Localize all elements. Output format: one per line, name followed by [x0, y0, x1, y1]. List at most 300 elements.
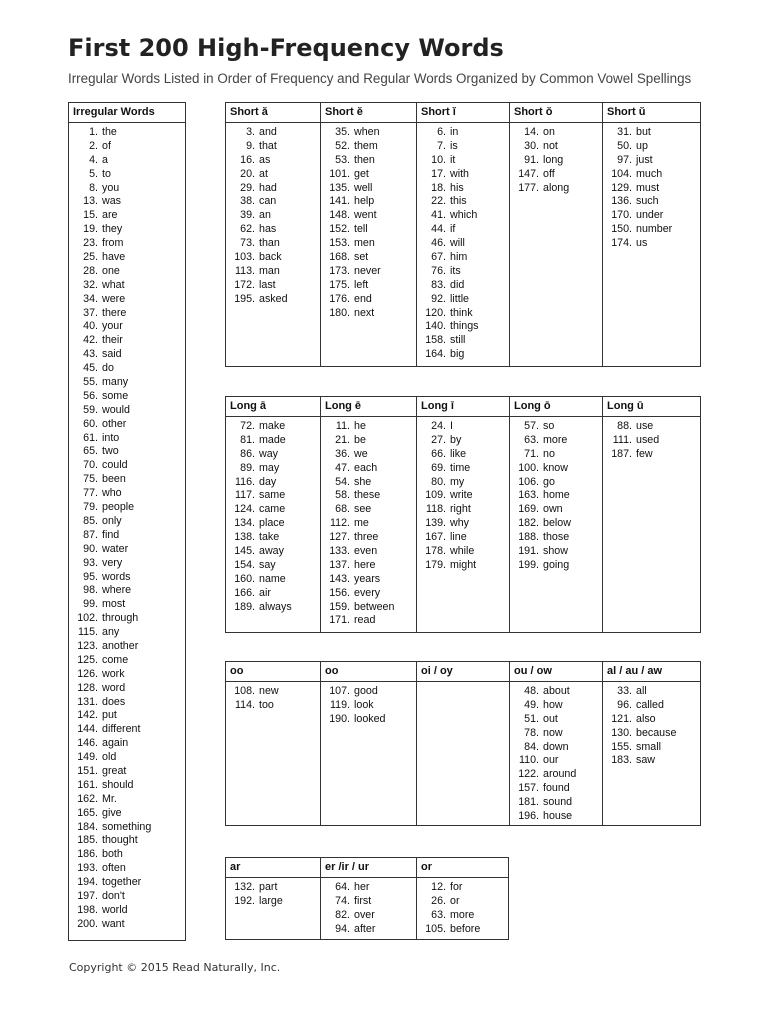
word-entry — [510, 754, 602, 768]
vowel-column-header: ar — [226, 858, 320, 878]
irregular-words-header: Irregular Words — [69, 103, 185, 123]
word-text: read — [354, 614, 376, 627]
word-text: went — [354, 209, 377, 222]
word-rank: 109. — [425, 489, 446, 502]
word-text: there — [102, 306, 127, 319]
word-text: may — [259, 461, 280, 474]
word-entry — [69, 765, 185, 779]
word-rank: 192. — [234, 894, 255, 907]
word-text: large — [259, 894, 283, 907]
word-entry — [510, 420, 602, 434]
word-rank: 149. — [77, 751, 98, 764]
word-entry — [417, 126, 509, 140]
word-text: way — [259, 447, 279, 460]
word-text: us — [636, 237, 648, 250]
word-rank: 18. — [431, 181, 446, 194]
word-text: to — [102, 167, 111, 180]
word-text: set — [354, 251, 369, 264]
word-rank: 43. — [83, 348, 98, 361]
word-rank: 65. — [83, 445, 98, 458]
vowel-column — [602, 103, 700, 366]
word-entry — [69, 626, 185, 640]
word-entry — [603, 182, 700, 196]
word-text: about — [543, 685, 570, 697]
word-rank: 96. — [617, 698, 632, 711]
word-rank: 20. — [240, 167, 255, 180]
word-text: world — [102, 903, 128, 916]
word-entry — [417, 448, 509, 462]
word-entry — [321, 601, 416, 615]
word-rank: 6. — [437, 126, 446, 138]
word-entry — [226, 182, 320, 196]
word-rank: 153. — [329, 237, 350, 250]
word-entry — [226, 209, 320, 223]
word-text: make — [259, 420, 286, 432]
word-text: too — [259, 698, 274, 711]
word-rank: 114. — [234, 698, 255, 711]
word-text: on — [543, 126, 555, 138]
word-entry — [321, 182, 416, 196]
word-rank: 9. — [246, 139, 255, 152]
word-rank: 56. — [83, 389, 98, 402]
word-rank: 36. — [335, 447, 350, 460]
word-entry — [417, 334, 509, 348]
word-rank: 84. — [524, 740, 539, 753]
word-entry — [417, 279, 509, 293]
word-text: great — [102, 764, 127, 777]
short-vowels-table — [225, 102, 701, 367]
word-text: along — [543, 181, 570, 194]
word-text: his — [450, 181, 464, 194]
word-text: as — [259, 153, 271, 166]
word-rank: 181. — [518, 796, 539, 809]
word-text: her — [354, 881, 370, 893]
word-rank: 175. — [329, 278, 350, 291]
word-rank: 172. — [234, 278, 255, 291]
word-rank: 184. — [77, 820, 98, 833]
word-rank: 188. — [518, 531, 539, 544]
word-text: these — [354, 489, 381, 502]
word-rank: 31. — [617, 126, 632, 138]
word-text: why — [450, 517, 470, 530]
word-entry — [417, 209, 509, 223]
word-rank: 182. — [518, 517, 539, 530]
word-entry — [226, 237, 320, 251]
word-entry — [510, 476, 602, 490]
word-text: be — [354, 433, 366, 446]
word-text: last — [259, 278, 276, 291]
word-rank: 30. — [524, 139, 539, 152]
word-text: its — [450, 264, 461, 277]
word-text: more — [450, 908, 475, 921]
word-rank: 93. — [83, 556, 98, 569]
word-entry — [69, 807, 185, 821]
word-text: do — [102, 362, 114, 375]
word-text: going — [543, 558, 570, 571]
word-text: is — [450, 139, 458, 152]
vowel-column — [509, 397, 602, 632]
word-entry — [321, 237, 416, 251]
word-rank: 3. — [246, 126, 255, 138]
word-text: how — [543, 698, 563, 711]
word-entry — [69, 696, 185, 710]
word-entry — [69, 195, 185, 209]
word-rank: 143. — [329, 572, 350, 585]
vowel-column-header: er /ir / ur — [321, 858, 416, 878]
word-text: in — [450, 126, 459, 138]
word-rank: 150. — [611, 223, 632, 236]
word-entry — [226, 251, 320, 265]
word-text: three — [354, 531, 379, 544]
vowel-column — [416, 397, 509, 632]
word-entry — [417, 195, 509, 209]
word-text: has — [259, 223, 277, 236]
vowel-word-list — [226, 417, 320, 614]
word-entry — [226, 168, 320, 182]
word-entry — [321, 154, 416, 168]
word-text: help — [354, 195, 375, 208]
word-text: off — [543, 167, 555, 180]
word-entry — [321, 517, 416, 531]
word-rank: 48. — [524, 685, 539, 697]
word-text: between — [354, 600, 395, 613]
word-entry — [510, 126, 602, 140]
word-text: same — [259, 489, 286, 502]
vowel-column — [320, 662, 416, 825]
word-entry — [417, 895, 508, 909]
word-text: should — [102, 778, 134, 791]
word-text: me — [354, 517, 369, 530]
word-text: out — [543, 712, 558, 725]
word-text: after — [354, 922, 376, 935]
word-text: first — [354, 894, 372, 907]
word-rank: 158. — [425, 334, 446, 347]
word-rank: 11. — [335, 420, 350, 432]
word-entry — [321, 545, 416, 559]
word-entry — [69, 515, 185, 529]
word-rank: 37. — [83, 306, 98, 319]
word-entry — [69, 445, 185, 459]
word-entry — [321, 476, 416, 490]
vowel-column — [509, 103, 602, 366]
word-rank: 89. — [240, 461, 255, 474]
word-entry — [69, 904, 185, 918]
word-rank: 95. — [83, 570, 98, 583]
word-rank: 104. — [611, 167, 632, 180]
word-text: men — [354, 237, 375, 250]
word-rank: 129. — [611, 181, 632, 194]
word-rank: 112. — [329, 517, 350, 530]
vowel-column-header: Short ŏ — [510, 103, 602, 123]
vowel-column — [416, 858, 508, 939]
vowel-word-list — [510, 123, 602, 195]
word-rank: 67. — [431, 251, 446, 264]
word-entry — [321, 489, 416, 503]
word-text: number — [636, 223, 673, 236]
word-entry — [69, 432, 185, 446]
word-text: then — [354, 153, 375, 166]
word-text: put — [102, 709, 117, 722]
word-rank: 14. — [524, 126, 539, 138]
word-text: does — [102, 695, 126, 708]
word-entry — [69, 334, 185, 348]
word-entry — [69, 237, 185, 251]
word-rank: 128. — [77, 681, 98, 694]
word-rank: 156. — [329, 586, 350, 599]
word-rank: 28. — [83, 264, 98, 277]
word-rank: 54. — [335, 475, 350, 488]
word-entry — [603, 195, 700, 209]
word-rank: 195. — [234, 292, 255, 305]
vowel-column-header: Short ŭ — [603, 103, 700, 123]
vowel-teams-table — [225, 661, 701, 826]
word-rank: 76. — [431, 264, 446, 277]
word-entry — [226, 573, 320, 587]
word-text: the — [102, 126, 117, 138]
word-text: every — [354, 586, 381, 599]
word-entry — [226, 881, 320, 895]
word-entry — [510, 727, 602, 741]
word-rank: 194. — [77, 876, 98, 889]
word-entry — [321, 587, 416, 601]
word-entry — [603, 420, 700, 434]
word-entry — [603, 713, 700, 727]
word-text: would — [102, 403, 130, 416]
word-entry — [417, 545, 509, 559]
word-text: just — [636, 153, 653, 166]
word-entry — [321, 531, 416, 545]
word-text: our — [543, 754, 559, 767]
word-rank: 144. — [77, 723, 98, 736]
word-rank: 27. — [431, 433, 446, 446]
word-text: no — [543, 447, 555, 460]
word-entry — [510, 741, 602, 755]
word-text: where — [102, 584, 132, 597]
word-rank: 2. — [89, 139, 98, 152]
word-rank: 117. — [234, 489, 255, 502]
word-rank: 127. — [329, 531, 350, 544]
word-text: find — [102, 528, 120, 541]
word-text: did — [450, 278, 465, 291]
word-text: also — [636, 712, 656, 725]
word-rank: 92. — [431, 292, 446, 305]
word-entry — [417, 462, 509, 476]
word-entry — [417, 420, 509, 434]
word-rank: 166. — [234, 586, 255, 599]
word-entry — [69, 654, 185, 668]
word-rank: 12. — [431, 881, 446, 893]
word-text: while — [450, 545, 475, 558]
word-rank: 83. — [431, 278, 446, 291]
word-text: words — [102, 570, 131, 583]
word-text: with — [450, 167, 470, 180]
word-rank: 38. — [240, 195, 255, 208]
word-rank: 69. — [431, 461, 446, 474]
word-rank: 81. — [240, 433, 255, 446]
word-text: below — [543, 517, 571, 530]
word-entry — [69, 209, 185, 223]
word-rank: 130. — [611, 726, 632, 739]
word-entry — [510, 434, 602, 448]
vowel-word-list — [226, 123, 320, 307]
word-text: of — [102, 139, 111, 152]
word-rank: 7. — [437, 139, 446, 152]
word-rank: 155. — [611, 740, 632, 753]
word-entry — [321, 140, 416, 154]
word-entry — [417, 154, 509, 168]
word-text: don't — [102, 889, 125, 902]
word-entry — [226, 293, 320, 307]
word-text: part — [259, 881, 278, 893]
word-text: a — [102, 153, 108, 166]
word-text: through — [102, 612, 139, 625]
word-rank: 53. — [335, 153, 350, 166]
word-rank: 199. — [518, 558, 539, 571]
word-rank: 24. — [431, 420, 446, 432]
word-rank: 171. — [329, 614, 350, 627]
word-text: under — [636, 209, 664, 222]
word-rank: 1. — [89, 126, 98, 138]
word-text: them — [354, 139, 378, 152]
word-entry — [69, 348, 185, 362]
word-rank: 186. — [77, 848, 98, 861]
word-entry — [603, 448, 700, 462]
word-rank: 173. — [329, 264, 350, 277]
word-entry — [603, 699, 700, 713]
word-entry — [510, 182, 602, 196]
word-rank: 121. — [611, 712, 632, 725]
word-entry — [417, 237, 509, 251]
vowel-column — [320, 103, 416, 366]
word-text: day — [259, 475, 277, 488]
word-rank: 133. — [329, 545, 350, 558]
word-entry — [603, 741, 700, 755]
word-rank: 8. — [89, 181, 98, 194]
vowel-column — [602, 397, 700, 632]
vowel-column-header: Long ē — [321, 397, 416, 417]
word-text: each — [354, 461, 378, 474]
word-rank: 138. — [234, 531, 255, 544]
word-rank: 32. — [83, 278, 98, 291]
word-entry — [321, 168, 416, 182]
word-text: not — [543, 139, 558, 152]
word-text: that — [259, 139, 277, 152]
word-text: years — [354, 572, 381, 585]
word-entry — [69, 418, 185, 432]
word-rank: 55. — [83, 376, 98, 389]
word-rank: 119. — [329, 698, 350, 711]
word-entry — [417, 881, 508, 895]
word-rank: 157. — [518, 782, 539, 795]
word-rank: 66. — [431, 447, 446, 460]
word-entry — [69, 723, 185, 737]
word-entry — [603, 168, 700, 182]
word-entry — [69, 320, 185, 334]
word-entry — [510, 768, 602, 782]
word-entry — [603, 223, 700, 237]
word-text: one — [102, 264, 120, 277]
word-rank: 179. — [425, 558, 446, 571]
word-text: often — [102, 862, 126, 875]
vowel-word-list — [417, 682, 509, 685]
word-rank: 103. — [234, 251, 255, 264]
word-entry — [69, 571, 185, 585]
word-entry — [69, 640, 185, 654]
word-entry — [226, 126, 320, 140]
word-rank: 154. — [234, 558, 255, 571]
word-entry — [417, 923, 508, 937]
vowel-word-list — [510, 417, 602, 573]
word-entry — [69, 529, 185, 543]
word-text: my — [450, 475, 465, 488]
word-entry — [321, 307, 416, 321]
word-rank: 161. — [77, 778, 98, 791]
word-text: up — [636, 139, 648, 152]
word-text: show — [543, 545, 568, 558]
word-text: good — [354, 685, 378, 697]
vowel-word-list — [321, 878, 416, 937]
word-rank: 132. — [234, 881, 255, 893]
word-rank: 164. — [425, 348, 446, 361]
word-entry — [69, 598, 185, 612]
word-entry — [69, 459, 185, 473]
word-entry — [321, 420, 416, 434]
word-text: you — [102, 181, 120, 194]
word-entry — [69, 126, 185, 140]
word-entry — [69, 279, 185, 293]
vowel-column — [602, 662, 700, 825]
word-entry — [69, 709, 185, 723]
copyright-footer: Copyright © 2015 Read Naturally, Inc. — [69, 961, 281, 974]
word-entry — [510, 140, 602, 154]
word-text: still — [450, 334, 466, 347]
word-text: he — [354, 420, 366, 432]
word-text: can — [259, 195, 277, 208]
word-rank: 142. — [77, 709, 98, 722]
vowel-word-list — [417, 417, 509, 573]
word-text: so — [543, 420, 555, 432]
word-rank: 111. — [612, 433, 632, 446]
word-rank: 107. — [329, 685, 350, 697]
word-entry — [321, 462, 416, 476]
word-text: line — [450, 531, 467, 544]
word-entry — [69, 682, 185, 696]
word-entry — [417, 531, 509, 545]
word-entry — [321, 434, 416, 448]
word-entry — [603, 685, 700, 699]
word-entry — [69, 834, 185, 848]
word-text: who — [102, 487, 122, 500]
word-rank: 160. — [234, 572, 255, 585]
word-rank: 177. — [518, 181, 539, 194]
vowel-column-header: Short ĕ — [321, 103, 416, 123]
word-rank: 137. — [329, 558, 350, 571]
word-text: more — [543, 433, 568, 446]
word-rank: 46. — [431, 237, 446, 250]
word-rank: 90. — [83, 542, 98, 555]
word-entry — [510, 168, 602, 182]
word-text: by — [450, 433, 462, 446]
word-rank: 44. — [431, 223, 446, 236]
word-rank: 146. — [77, 737, 98, 750]
word-entry — [321, 559, 416, 573]
word-rank: 40. — [83, 320, 98, 333]
word-entry — [226, 195, 320, 209]
word-text: take — [259, 531, 280, 544]
word-text: if — [450, 223, 456, 236]
vowel-word-list — [510, 682, 602, 824]
word-rank: 62. — [240, 223, 255, 236]
